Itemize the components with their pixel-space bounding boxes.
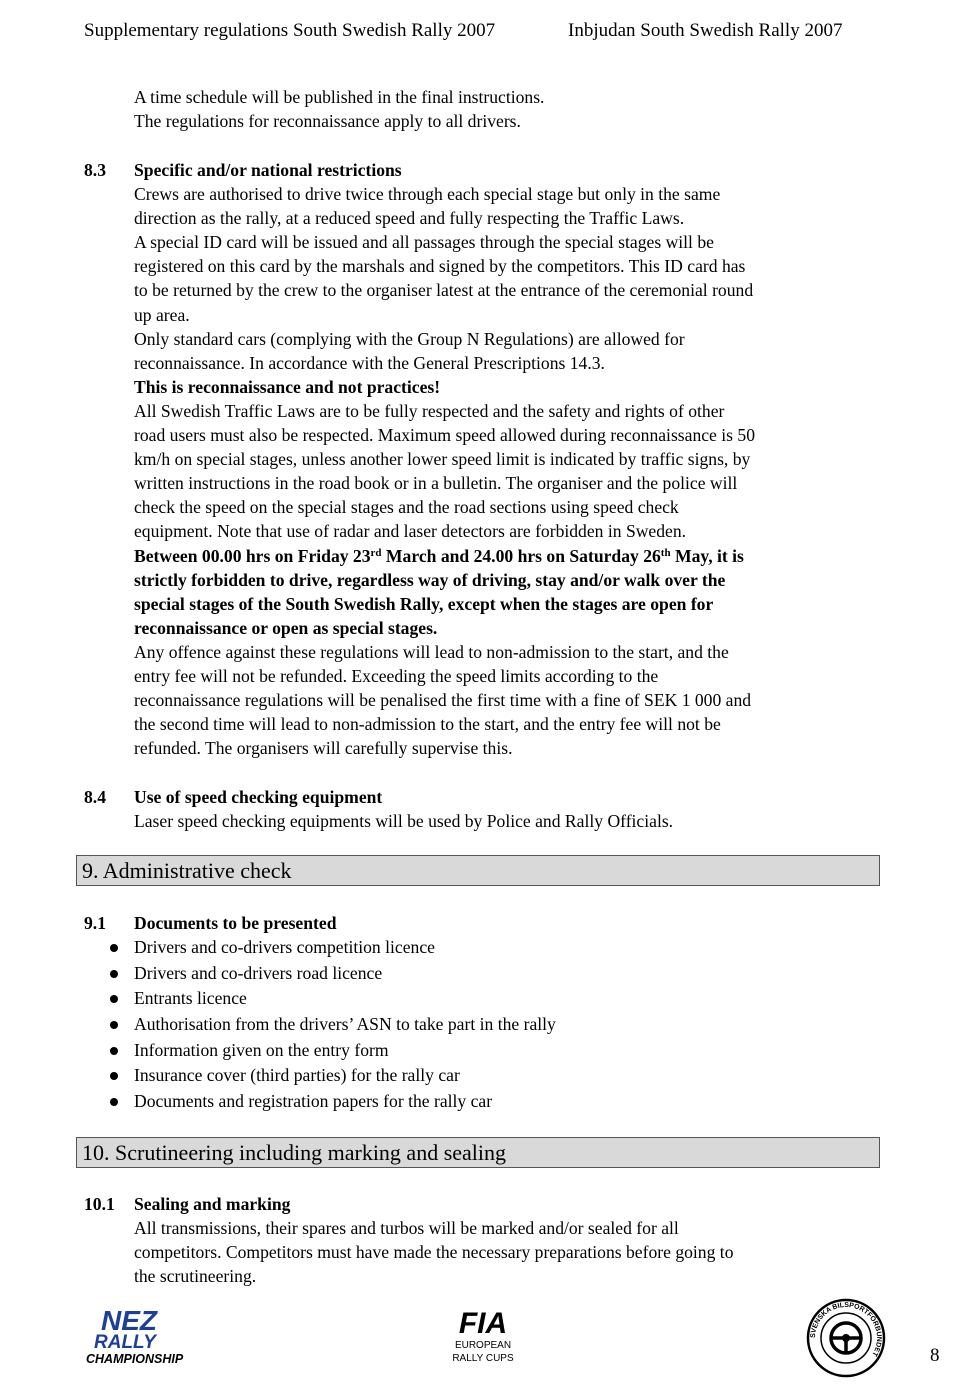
paragraph-line: refunded. The organisers will carefully supervise this.: [134, 738, 513, 759]
fia-european-rally-cups-logo: [448, 1303, 518, 1369]
bullet-icon: [110, 1021, 118, 1029]
section-8-4-title: Use of speed checking equipment: [134, 787, 383, 807]
bold-line: special stages of the South Swedish Rally, except when the stages are open for: [134, 593, 714, 614]
list-item-label: Entrants licence: [134, 988, 247, 1009]
bullet-icon: [110, 944, 118, 952]
paragraph-line: road users must also be respected. Maximum speed allowed during reconnaissance is 50: [134, 425, 755, 446]
bold-line: reconnaissance or open as special stages.: [134, 617, 438, 638]
paragraph-line: Crews are authorised to drive twice through each special stage but only in the same: [134, 184, 721, 205]
paragraph-line: entry fee will not be refunded. Exceeding the speed limits according to the: [134, 665, 659, 686]
page-number: 8: [930, 1345, 940, 1366]
section-heading-title: 9. Administrative check: [82, 858, 292, 883]
paragraph-line: the scrutineering.: [134, 1266, 257, 1287]
list-item: [108, 1089, 556, 1115]
section-10-1-body: [134, 1192, 884, 1288]
list-item: [108, 1012, 556, 1038]
svg-text:FIA: FIA: [458, 1307, 508, 1340]
paragraph-line: Only standard cars (complying with the Group N Regulations) are allowed for: [134, 328, 685, 349]
list-item-label: Drivers and co-drivers competition licence: [134, 937, 435, 957]
section-8-3-title: Specific and/or national restrictions: [134, 160, 402, 180]
svg-text:NEZ: NEZ: [101, 1305, 157, 1336]
section-heading-title: 10. Scrutineering including marking and sealing: [82, 1140, 507, 1165]
header-right: Inbjudan South Swedish Rally 2007: [568, 20, 843, 41]
svg-text:RALLY: RALLY: [94, 1332, 156, 1353]
intro-line: The regulations for reconnaissance apply to all drivers.: [134, 111, 521, 132]
svg-text:EUROPEAN: EUROPEAN: [454, 1340, 512, 1351]
list-item: [108, 986, 556, 1012]
section-9-1-title: Documents to be presented: [134, 913, 337, 933]
list-item: [108, 1063, 556, 1089]
paragraph-line: All Swedish Traffic Laws are to be fully respected and the safety and rights of other: [134, 400, 725, 421]
bullet-icon: [110, 1072, 118, 1080]
svenska-bilsportforbundet-seal: [806, 1298, 886, 1378]
section-heading-9: [76, 855, 880, 886]
svg-text:SVENSKA BILSPORTFÖRBUNDET: SVENSKA BILSPORTFÖRBUNDET: [809, 1301, 883, 1358]
list-item: [108, 935, 556, 961]
seal-graphic: [806, 1298, 886, 1378]
header-left: Supplementary regulations South Swedish Rally 2007: [84, 20, 496, 41]
list-item-label: Authorisation from the drivers’ ASN to take part in the rally: [134, 1014, 556, 1035]
paragraph-line: A special ID card will be issued and all passages through the special stages will be: [134, 232, 714, 253]
intro-line: A time schedule will be published in the final instructions.: [134, 87, 545, 107]
svg-text:RALLY CUPS: RALLY CUPS: [452, 1353, 514, 1364]
section-heading-10: [76, 1137, 880, 1168]
bullet-icon: [110, 1047, 118, 1055]
paragraph-line: Laser speed checking equipments will be used by Police and Rally Officials.: [134, 811, 674, 832]
nez-rally-logo: [86, 1303, 196, 1367]
section-number-9-1: 9.1: [84, 913, 106, 933]
list-item-label: Drivers and co-drivers road licence: [134, 962, 383, 983]
paragraph-line: reconnaissance regulations will be penalised the first time with a fine of SEK 1 000 and: [134, 690, 752, 711]
section-9-1-title-wrap: [134, 911, 884, 935]
section-8-4-body: [134, 785, 884, 833]
reconnaissance-warning: This is reconnaissance and not practices!: [134, 376, 441, 397]
paragraph-line: up area.: [134, 304, 190, 325]
section-number-8-4: 8.4: [84, 787, 106, 807]
between-part: March and 24.00 hrs on Saturday 26: [381, 545, 661, 566]
bold-line: strictly forbidden to drive, regardless way of driving, stay and/or walk over the: [134, 569, 726, 590]
paragraph-line: competitors. Competitors must have made the necessary preparations before going to: [134, 1242, 734, 1263]
documents-list: [108, 935, 556, 1115]
section-10-1-title: Sealing and marking: [134, 1194, 291, 1214]
paragraph-line: All transmissions, their spares and turbos will be marked and/or sealed for all: [134, 1218, 679, 1239]
between-part: Between 00.00 hrs on Friday 23: [134, 545, 371, 566]
paragraph-line: Any offence against these regulations will lead to non-admission to the start, and the: [134, 641, 729, 662]
list-item: [108, 961, 556, 987]
page-header: [0, 20, 960, 50]
bullet-icon: [110, 970, 118, 978]
intro-text: [134, 85, 884, 133]
paragraph-line: km/h on special stages, unless another lower speed limit is indicated by traffic signs, by: [134, 449, 751, 470]
paragraph-line: reconnaissance. In accordance with the General Prescriptions 14.3.: [134, 352, 605, 373]
list-item-label: Documents and registration papers for the rally car: [134, 1091, 493, 1112]
paragraph-line: registered on this card by the marshals and signed by the competitors. This ID card has: [134, 256, 746, 277]
paragraph-line: to be returned by the crew to the organiser latest at the entrance of the ceremonial round: [134, 280, 754, 301]
forbidden-period-line: [134, 544, 884, 568]
paragraph-line: equipment. Note that use of radar and laser detectors are forbidden in Sweden.: [134, 521, 687, 542]
section-8-3-body: [134, 158, 884, 760]
bullet-icon: [110, 995, 118, 1003]
section-number-10-1: 10.1: [84, 1194, 115, 1214]
fia-logo-graphic: [448, 1303, 518, 1369]
bullet-icon: [110, 1098, 118, 1106]
list-item-label: Information given on the entry form: [134, 1039, 389, 1060]
between-part: May, it is: [670, 545, 744, 566]
nez-logo-graphic: [86, 1303, 196, 1367]
paragraph-line: direction as the rally, at a reduced speed and fully respecting the Traffic Laws.: [134, 208, 685, 229]
ordinal-suffix: th: [660, 546, 671, 559]
ordinal-suffix: rd: [370, 546, 382, 559]
svg-text:CHAMPIONSHIP: CHAMPIONSHIP: [86, 1352, 184, 1366]
paragraph-line: the second time will lead to non-admission to the start, and the entry fee will not be: [134, 714, 721, 735]
list-item-label: Insurance cover (third parties) for the rally car: [134, 1065, 460, 1086]
paragraph-line: written instructions in the road book or in a bulletin. The organiser and the police will: [134, 473, 738, 494]
paragraph-line: check the speed on the special stages and the road sections using speed check: [134, 497, 679, 518]
list-item: [108, 1038, 556, 1064]
section-number-8-3: 8.3: [84, 160, 106, 180]
